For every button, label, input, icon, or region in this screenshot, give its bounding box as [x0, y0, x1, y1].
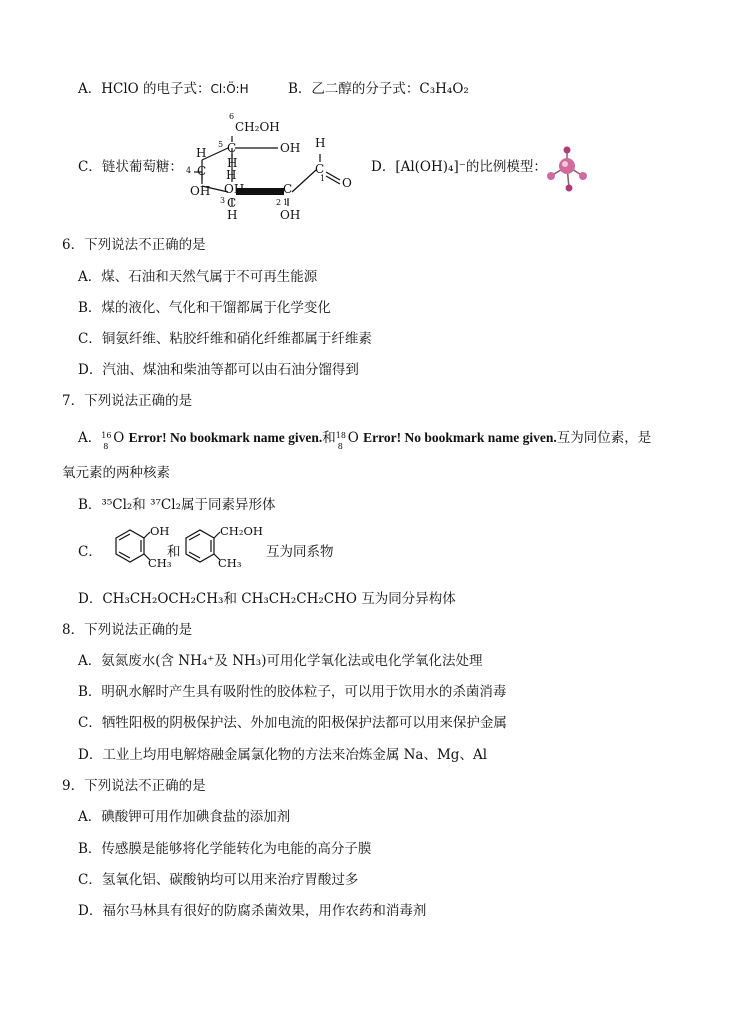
q6-option-c: C．铜氨纤维、粘胶纤维和硝化纤维都属于纤维素 [78, 331, 372, 347]
glucose-oh-top: OH [280, 141, 301, 155]
error-bookmark-1: Error! No bookmark name given. [128, 430, 323, 445]
q7-stem: 7．下列说法正确的是 [62, 393, 193, 409]
glucose-c4: C [197, 164, 207, 178]
cresol-structure [100, 524, 170, 574]
glucose-n4: 4 [186, 166, 192, 175]
iso1-symbol: O [113, 430, 125, 446]
q7-option-a-cont: 氧元素的两种核素 [62, 465, 170, 481]
cresol-oh: OH [150, 524, 170, 538]
error-bookmark-2: Error! No bookmark name given. [363, 430, 557, 445]
q8-stem: 8．下列说法正确的是 [62, 622, 193, 638]
iso2-symbol: O [347, 430, 359, 446]
glucose-ch2oh: CH₂OH [235, 120, 280, 134]
q9-stem: 9．下列说法不正确的是 [62, 778, 206, 794]
glucose-c3: C [227, 196, 237, 210]
q5-option-b: B．乙二醇的分子式：C₃H₄O₂ [288, 81, 469, 97]
q7-a-suffix: 互为同位素，是 [556, 430, 652, 446]
benzyl-ch3: CH₃ [218, 556, 242, 570]
glucose-h-c3-top: H [226, 168, 237, 182]
glucose-o-c1: O [342, 176, 352, 190]
q5-option-c-label: C．链状葡萄糖： [78, 159, 183, 175]
q8-option-b: B．明矾水解时产生具有吸附性的胶体粒子，可以用于饮用水的杀菌消毒 [78, 684, 507, 700]
q7-c-and: 和 [167, 544, 181, 560]
glucose-n1: 1 [320, 174, 326, 183]
q9-option-a: A．碘酸钾可用作加碘食盐的添加剂 [78, 809, 291, 825]
glucose-n3: 3 [220, 196, 226, 205]
q5-option-a [78, 80, 249, 98]
q8-option-a: A．氨氮废水(含 NH₄⁺及 NH₃)可用化学氧化法或电化学氧化法处理 [78, 653, 483, 669]
q5-option-a-label: A．HClO 的电子式： [78, 81, 211, 97]
glucose-n5: 5 [218, 140, 224, 149]
q7-option-b: B．³⁵Cl₂和 ³⁷Cl₂属于同素异形体 [78, 497, 276, 513]
al-oh4-space-filling-model-icon [543, 146, 591, 192]
q7-a-prefix: A． [78, 430, 102, 446]
glucose-oh-c4: OH [190, 184, 211, 198]
q6-option-b: B．煤的液化、气化和干馏都属于化学变化 [78, 300, 331, 316]
iso1-mass: 16 [101, 430, 112, 440]
iso2-mass: 18 [335, 430, 346, 440]
q9-option-c: C．氢氧化铝、碳酸钠均可以用来治疗胃酸过多 [78, 872, 359, 888]
glucose-h-c4: H [196, 146, 207, 160]
q6-option-d: D．汽油、煤油和柴油等都可以由石油分馏得到 [78, 362, 359, 378]
methylbenzyl-alcohol-structure [178, 524, 268, 574]
glucose-oh-c3: OH [224, 182, 245, 196]
glucose-structure [180, 112, 360, 224]
glucose-n6: 6 [229, 112, 235, 121]
glucose-c5: C [227, 141, 237, 155]
q7-option-c-label: C． [78, 544, 102, 560]
q7-option-a [78, 429, 652, 451]
iso1-num: 8 [103, 441, 109, 451]
isotope-o18 [335, 430, 348, 451]
glucose-n1-c2: 1 [283, 198, 289, 207]
glucose-c2: C [283, 182, 293, 196]
glucose-c1: C [315, 162, 325, 176]
benzyl-ch2oh: CH₂OH [220, 524, 263, 538]
glucose-oh-c2: OH [280, 208, 301, 222]
q5-option-d-label: D．[Al(OH)₄]⁻的比例模型： [371, 159, 547, 175]
q9-option-d: D．福尔马林具有很好的防腐杀菌效果，用作农药和消毒剂 [78, 903, 427, 919]
q8-option-c: C．牺牲阳极的阴极保护法、外加电流的阳极保护法都可以用来保护金属 [78, 715, 507, 731]
q7-option-d: D．CH₃CH₂OCH₂CH₃和 CH₃CH₂CH₂CHO 互为同分异构体 [78, 591, 456, 607]
q6-option-a: A．煤、石油和天然气属于不可再生能源 [78, 269, 318, 285]
cresol-ch3: CH₃ [148, 556, 172, 570]
hclo-electron-formula: Cl:Ö:H [210, 82, 249, 96]
glucose-h-c1: H [315, 136, 326, 150]
glucose-n2: 2 [276, 198, 282, 207]
q7-c-suffix: 互为同系物 [266, 544, 334, 560]
glucose-h-c3: H [227, 208, 238, 222]
q9-option-b: B．传感膜是能够将化学能转化为电能的高分子膜 [78, 841, 372, 857]
q7-and: 和 [322, 430, 336, 446]
glucose-h-c5: H [227, 156, 238, 170]
iso2-num: 8 [337, 441, 343, 451]
isotope-o16 [101, 430, 113, 451]
q8-option-d: D．工业上均用电解熔融金属氯化物的方法来冶炼金属 Na、Mg、Al [78, 747, 488, 763]
q6-stem: 6．下列说法不正确的是 [62, 237, 206, 253]
